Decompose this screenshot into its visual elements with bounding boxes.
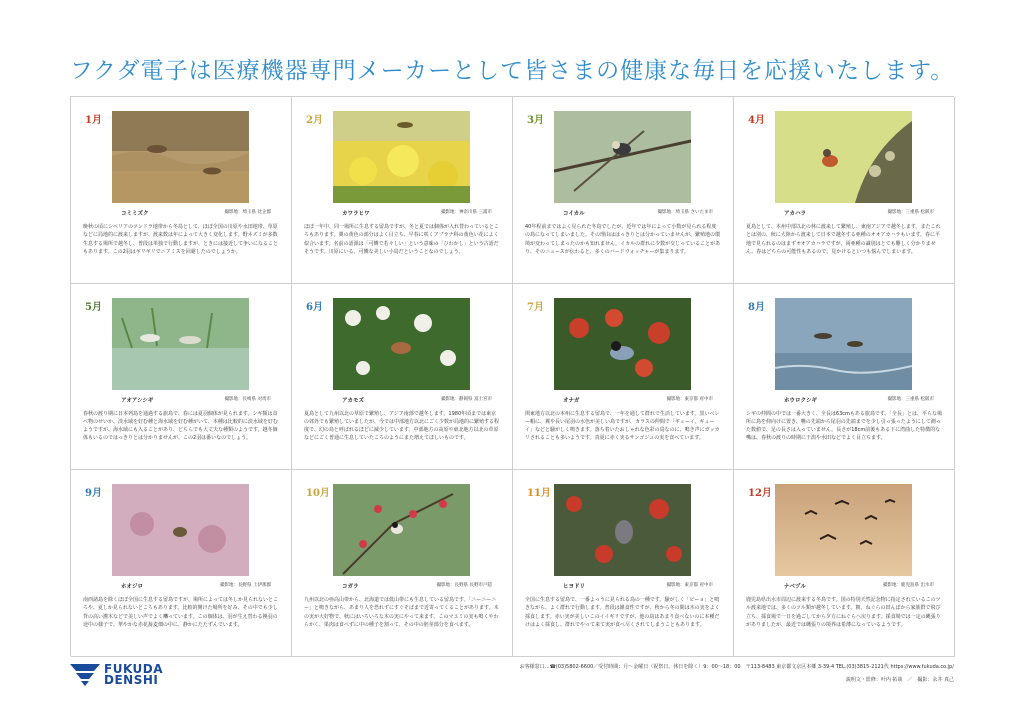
month-label: 2月 [306,115,323,126]
bird-description: シギの仲間の中では一番大きく、全長は63cmもある旅鳥です。「全長」とは、平らな場所に鳥を仰向けに置き、嘴の先端から尾羽の先端までを少し引っ張ったようにして測った数値で、足の長さは入っていません。長さが18cm前後もある下に湾曲した特徴的な嘴は、春秋の渡りの時期に干潟や水田などでよく目立ちます。 [746,410,942,442]
month-label: 4月 [748,115,765,126]
photo-location: 撮影地：埼玉県 比企郡 [224,210,271,215]
month-label: 8月 [748,301,765,313]
bird-name: コイカル [563,211,585,217]
bird-name: ナベヅル [784,584,807,591]
fukuda-logo-mark-icon [70,664,100,686]
bird-description: 夏鳥として、本州中部以北の林に渡来して繁殖し、東南アジアで越冬します。またこれとは別の、秋に大陸から渡来して日本で越冬する亜種のオオアカハラもいます。春に平地で見られるのはまずオオアカハラですが、両亜種の識別はとても難しく分かりません。春はどちらの可能性もあるので、見かけるといつも悩んでしまいます。 [746,224,941,255]
month-card-aug [734,284,955,471]
month-label: 7月 [527,301,544,313]
bird-description: 南西諸島を除くほぼ全国に生息する留鳥ですが、場所によっては冬しか見られないところや、夏しか見られないところもあります。比較的開けた場所を好み、その中でも少し背の高い灌木などで美しい声でよく囀っています。この個体は、羽が生え替わる換羽の途中の様子で、華やかな赤花蕎麦畑の中に、静かにたたずんでいます。 [83,597,279,629]
bird-photo [112,484,249,576]
bird-description: 全国に生息する留鳥で、一番よっうに見られる鳥の一種です。騒がしく「ピーョ」と鳴きながら、よく群れで行動します。普段は雑食性ですが、秋から冬の間は木の実をよく採食します。赤い実が美しいこのイイギリですが、他の鳥はあまり食べないのに本種だけはよく採食し、群れでやって来て実が食べ尽くされてしまうこともあります。 [525,597,720,629]
bird-name: ヒヨドリ [563,584,586,591]
photo-location: 撮影地：神奈川県 三浦市 [441,210,492,215]
bird-photo [775,111,912,203]
photo-location: 撮影地：長野県 上伊那郡 [220,583,271,589]
photo-location: 撮影地：埼玉県 さいたま市 [657,210,713,215]
bird-name: ホオジロ [121,584,144,591]
bird-photo [333,111,470,203]
bird-description: 40年程前まではよく見られた冬鳥でしたが、近年では年によって小数が見られる程度の鳥になってしまいました。その理由ははっきりとは分かっていませんが、繁殖地の環境が変わってしまったのかも知れません。イカルの群れに少数が交じっていることがあり、そのニュースが伝わると、多くのバードウォッチャーが集まります。 [525,224,721,255]
company-logo [70,664,163,686]
month-card-oct [292,470,513,657]
month-card-mar [513,97,734,284]
photo-location: 撮影地：鹿児島県 出水市 [883,583,934,589]
month-card-apr [734,97,955,284]
page-headline: フクダ電子は医療機器専門メーカーとして皆さまの健康な毎日を応援いたします。 [69,58,955,84]
bird-description: 鹿児島県出水市周辺に渡来する冬鳥です。国の特別天然記念物に指定されているこのツル渡来地では、多くのツル類が越冬しています。朝、ねぐらの田んぼから家族群で飛び立ち、採食場で一日を過ごしてから夕方にねぐらへ戻ります。採食場では一定の縄張りがありましたが、最近では縄張りの境界は希薄になっているようです。 [746,597,941,629]
photo-location: 撮影地：東京都 府中市 [666,396,713,402]
bird-photo [554,298,691,390]
bird-description: 夏鳥として九州以北の草原で繁殖し、アジア南部で越冬します。1980年頃までは東京の郊外でも繁殖していましたが、今では中部地方以北にごく少数が局地的に繁殖する程度で、幻の鳥と呼ばれるほどに減少しています。中部地方の高原や東北地方以北の草原などにごく普通に生息していたころのようにまた増えてほしいものです。 [304,410,500,442]
bird-description: 九州以北の亜高山帯から、北海道では低山帯にも生息している留鳥です。「ニーニーニー」と鳴きながら、あまり人を恐れずにすぐそばまで近寄ってくることがあります。木の実が大好物で、秋にはいろいろな木の実にやって来ます。このマユミの実も鳴くやわらかく、果肉は食べずに中の種子を割って、その中の胚芽部分を食べます。 [304,597,499,629]
month-label: 1月 [85,115,102,126]
contact-info: お客様窓口…☎(03)5802-6600／受付時間：月〜金曜日（祝祭日、休日を除く）9：00〜18：00 〒113-8483 東京都文京区本郷 3-39-4 TEL.(03)3815-2121代 https://www.fukuda.co.jp/ [519,664,954,670]
month-card-may [71,284,292,471]
credit-line: 説明文・監修：叶内 拓哉 ／ 撮影：永井 真己 [845,677,954,683]
month-card-jul [513,284,734,471]
logo-line1: FUKUDA [104,662,164,676]
photo-location: 撮影地：三重県 松阪市 [887,396,934,402]
bird-name: アオアシシギ [121,397,154,404]
month-card-jan [71,97,292,284]
month-label: 5月 [85,301,102,313]
month-card-sep [71,470,292,657]
bird-name: コガラ [342,584,359,591]
bird-name: アカモズ [342,397,364,404]
photo-location: 撮影地：長野県 長野市戸隠 [436,583,492,589]
bird-description: 春秋の渡り期に日本列島を通過する旅鳥で、春には夏羽個体が見られます。シギ類は食べ物のせいか、淡水域を好む種と海水域を好む種がいて、本種は比較的に淡水域を好むようですが、海水域にも入ることがあり、どちらでも大丈夫な種類のようです。越冬個体もいるのではっきりとは分かりませんが、この2羽は番いなのでしょう。 [83,410,278,442]
month-label: 12月 [748,488,772,500]
bird-photo [112,298,249,390]
month-label: 11月 [527,488,551,500]
bird-description: ほぼ一年中、同一場所に生息する留鳥ですが、冬と夏では個体が入れ替わっているところもあります。翼の黄色の部分はよく目立ち、早春に咲くアブラナ科の黄色い花によく似合います。名前の語源は「可憐で若々しい」という意味の「ひわかし」という古語だそうです。川原にいる、可憐な美しい小鳥だということなのでしょう。 [304,224,499,255]
bird-name: ホウロクシギ [784,397,818,404]
month-card-nov [513,470,734,657]
bird-description: 関東地方以北の本州に生息する留鳥で、一年を通して群れで生活しています。黒いベレー帽に、翼や長い尾羽の水色が美しい鳥ですが、カラスの仲間で「ギューイ、ギューイ」などと騒がしく鳴きます。落ち着いたおしゃれな色彩の鳥なのに、鳴き声にガッカリされることも多いようです。真夏に赤く実るサンゴジュの実を食べています。 [525,410,720,442]
bird-name: カワラヒワ [342,211,370,217]
bird-photo [554,111,691,203]
month-card-jun [292,284,513,471]
bird-name: オナガ [563,397,580,404]
photo-location: 撮影地：長崎県 対馬市 [224,396,271,402]
bird-name: コミミズク [121,211,149,217]
bird-photo [775,298,912,390]
photo-location: 撮影地：三重県 松阪市 [887,210,934,215]
month-label: 9月 [85,488,102,500]
month-card-feb [292,97,513,284]
bird-photo [333,484,470,576]
bird-description: 晩秋の頃にシベリアのツンドラ地帯から冬鳥として、ほぼ全国の川原や水田地帯、草原などに局地的に渡来しますが、渡来数は年によって大きく変化します。野ネズミが多数生息する場所で越冬し、普段は単独で行動しますが、ときには接近して争いになることもあります。この2羽はギリギリでニアミスを回避したのでしょうか。 [83,224,279,255]
month-label: 6月 [306,301,323,313]
month-card-dec [734,470,955,657]
calendar-grid [70,96,954,656]
bird-photo [333,298,470,390]
photo-location: 撮影地：静岡県 富士宮市 [441,396,492,402]
bird-name: アカハラ [784,211,806,217]
logo-line2: DENSHI [104,673,159,687]
bird-photo [554,484,691,576]
month-label: 3月 [527,115,544,126]
photo-location: 撮影地：東京都 府中市 [666,583,713,589]
bird-photo [775,484,912,576]
month-label: 10月 [306,488,330,500]
bird-photo [112,111,249,203]
